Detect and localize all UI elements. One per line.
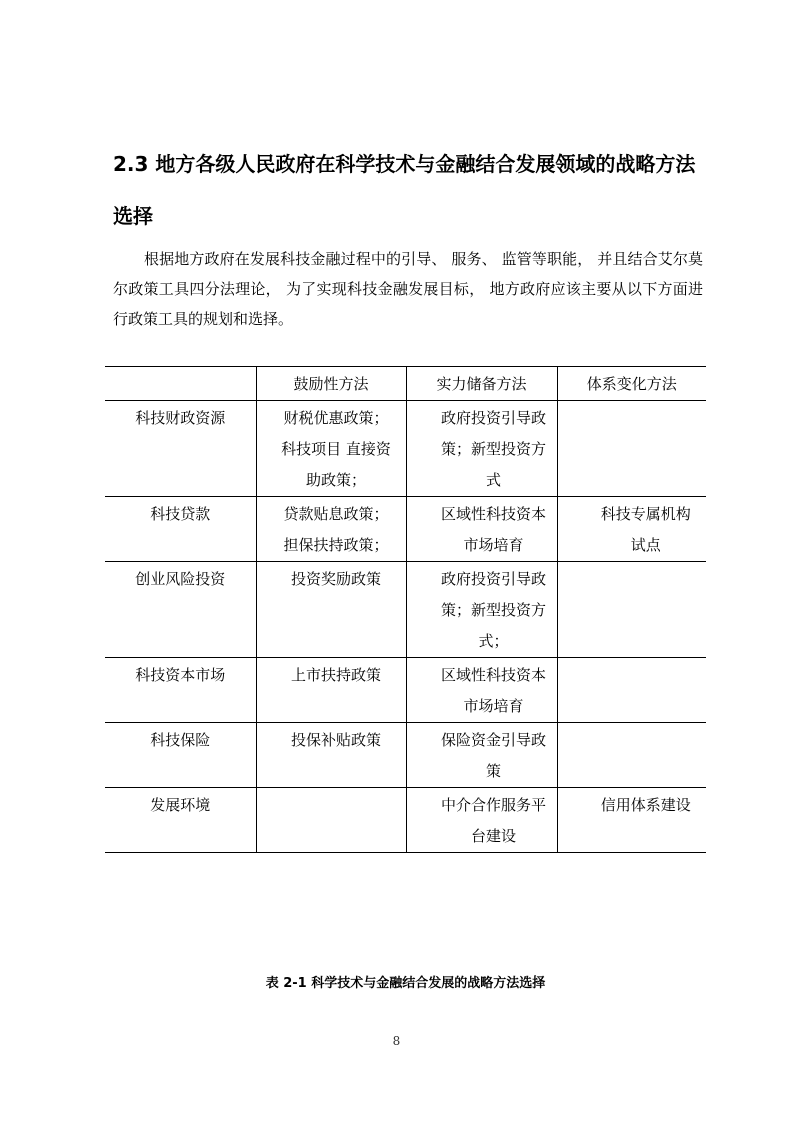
table-cell: 保险资金引导政策 xyxy=(406,723,557,788)
table-caption: 表 2-1 科学技术与金融结合发展的战略方法选择 xyxy=(265,976,546,991)
table-cell: 中介合作服务平台建设 xyxy=(406,788,557,853)
header-cell xyxy=(105,367,256,401)
table-cell: 投保补贴政策 xyxy=(256,723,406,788)
table-cell: 政府投资引导政策；新型投资方式； xyxy=(406,562,557,658)
table-cell xyxy=(557,562,706,658)
page-number: 8 xyxy=(392,1034,401,1048)
table-cell: 投资奖励政策 xyxy=(256,562,406,658)
table-cell xyxy=(557,723,706,788)
row-label: 创业风险投资 xyxy=(135,570,226,588)
table-cell: 科技专属机构试点 xyxy=(557,497,706,562)
table-row xyxy=(105,401,706,497)
table-row xyxy=(105,788,706,853)
table-row xyxy=(105,562,706,658)
table-cell: 信用体系建设 xyxy=(557,788,706,853)
table-cell: 财税优惠政策；科技项目 直接资助政策； xyxy=(256,401,406,497)
table-row xyxy=(105,723,706,788)
table-cell: 区域性科技资本市场培育 xyxy=(406,658,557,723)
header-cell: 体系变化方法 xyxy=(557,367,706,401)
table-cell xyxy=(557,401,706,497)
row-label: 科技资本市场 xyxy=(135,666,226,684)
table-row xyxy=(105,497,706,562)
section-heading: 2.3 地方各级人民政府在科学技术与金融结合发展领域的战略方法选择 xyxy=(113,152,696,228)
row-label: 科技财政资源 xyxy=(135,409,226,427)
table-row xyxy=(105,658,706,723)
table-cell: 上市扶持政策 xyxy=(256,658,406,723)
row-label: 发展环境 xyxy=(150,796,211,814)
table-cell xyxy=(557,658,706,723)
table-cell: 政府投资引导政策；新型投资方式 xyxy=(406,401,557,497)
strategy-table xyxy=(105,366,706,853)
table-cell: 贷款贴息政策；担保扶持政策； xyxy=(256,497,406,562)
row-label: 科技贷款 xyxy=(150,505,211,523)
table-cell: 区域性科技资本市场培育 xyxy=(406,497,557,562)
table-cell xyxy=(256,788,406,853)
body-paragraph: 根据地方政府在发展科技金融过程中的引导、 服务、 监管等职能， 并且结合艾尔莫尔政策工具四分法理论， 为了实现科技金融发展目标， 地方政府应该主要从以下方面进行政策工具的规划和选择。 xyxy=(113,250,703,328)
table-header-row xyxy=(105,367,706,401)
row-label: 科技保险 xyxy=(150,731,211,749)
header-cell: 鼓励性方法 xyxy=(256,367,406,401)
header-cell: 实力储备方法 xyxy=(406,367,557,401)
